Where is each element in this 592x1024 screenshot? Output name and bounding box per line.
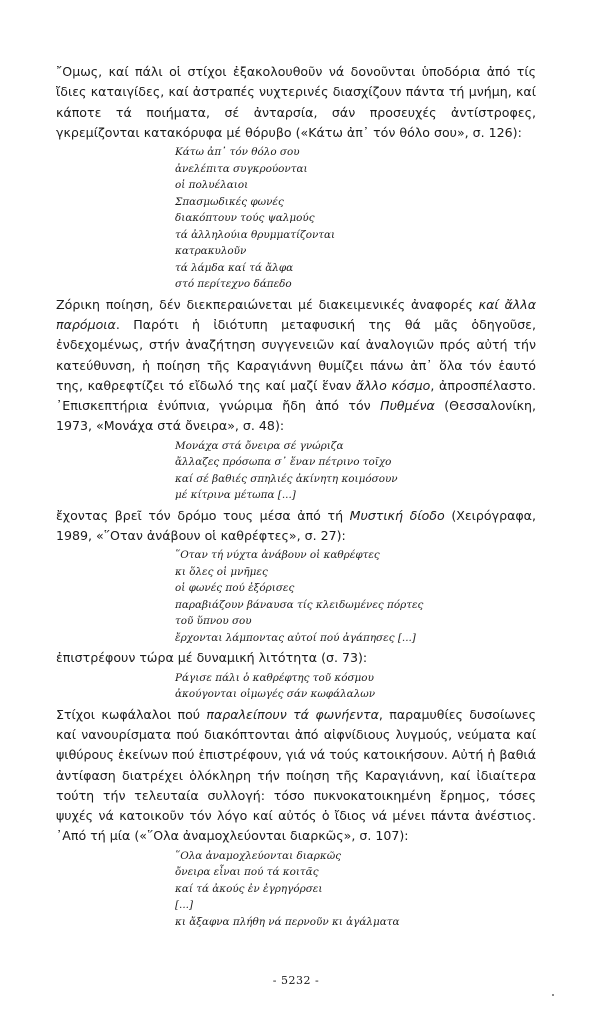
verse-line: Ράγισε πάλι ὁ καθρέφτης τοῦ κόσμου [175, 671, 374, 684]
verse-line: Κάτω ἀπ᾽ τόν θόλο σου [175, 146, 300, 159]
verse-line: ῞Οταν τή νύχτα ἀνάβουν οἱ καθρέφτες [175, 549, 380, 562]
poem-excerpt [175, 547, 536, 646]
verse-line: ἀκούγονται οἰμωγές σάν κωφάλαλων [175, 688, 376, 701]
verse-line: ὄνειρα εἶναι πού τά κοιτᾶς [175, 866, 319, 879]
verse-line: [...] [175, 899, 194, 912]
verse-line: τά λάμδα καί τά ἄλφα [175, 261, 294, 274]
page-body [56, 62, 536, 932]
scan-speck [552, 994, 554, 996]
verse-line: οἱ πολυέλαιοι [175, 179, 249, 192]
verse-line: μέ κίτρινα μέτωπα [...] [175, 489, 296, 502]
poem-excerpt [175, 144, 536, 293]
italic-phrase: παραλείπουν τά φωνήεντα [206, 706, 379, 722]
verse-line: ἔρχονται λάμποντας αὐτοί πού ἀγάπησες [...] [175, 631, 416, 644]
verse-line: οἱ φωνές πού ἐξόρισες [175, 582, 295, 595]
verse-line: Μονάχα στά ὄνειρα σέ γνώριζα [175, 439, 344, 452]
verse-line: Σπασμωδικές φωνές [175, 195, 284, 208]
verse-line: κι ὅλες οἱ μνῆμες [175, 565, 268, 578]
book-title: Μυστική δίοδο [349, 507, 445, 523]
verse-line: κατρακυλοῦν [175, 245, 247, 258]
poem-excerpt [175, 848, 536, 931]
verse-line: τά ἀλληλούια θρυμματίζονται [175, 228, 336, 241]
verse-line: κι ἄξαφνα πλήθη νά περνοῦν κι ἀγάλματα [175, 915, 400, 928]
verse-line: ἀνελέπιτα συγκρούονται [175, 162, 308, 175]
page-number: - 5232 - [272, 974, 320, 987]
book-title: Πυθμένα [380, 398, 435, 414]
verse-line: διακόπτουν τούς ψαλμούς [175, 212, 315, 225]
italic-phrase: ἄλλο κόσμο [355, 377, 431, 393]
paragraph: Στίχοι κωφάλαλοι πού παραλείπουν τά φωνήεντα, παραμυθίες δυσοίωνες καί νανουρίσματα πού διακόπτονται ἀπό αἰφνίδιους λυγμούς, νεύματα καί ψιθύρους ἐκείνων πού ἐπιστρέφουν, γιά νά τούς κατοικήσουν. Αὐτή ἡ βαθιά ἀντίφαση διατρέχει ὁλόκληρη τήν ποίηση τῆς Καραγιάννη, καί ἰδιαίτερα τούτη τήν τελευταία συλλογή: τόσο πυκνοκατοικημένη ἔρημος, τόσες ψυχές νά κατοικοῦν τόν λόγο καί αὐτός ὁ ἴδιος νά μένει πάντα ἀνέστιος. ᾽Από τή μία («῞Ολα ἀναμοχλεύονται διαρκῶς», σ. 107): [56, 706, 536, 844]
poem-excerpt [175, 670, 536, 703]
verse-line: στό περίτεχνο δάπεδο [175, 278, 292, 291]
paragraph: ἐπιστρέφουν τώρα μέ δυναμική λιτότητα (σ. 73): [56, 650, 368, 666]
verse-line: καί τά ἀκούς ἐν ἐγρηγόρσει [175, 882, 323, 895]
paragraph: ἔχοντας βρεῖ τόν δρόμο τους μέσα ἀπό τή Μυστική δίοδο (Χειρόγραφα, 1989, «῞Οταν ἀνάβουν οἱ καθρέφτες», σ. 27): [56, 507, 536, 544]
verse-line: ἄλλαζες πρόσωπα σ᾽ ἕναν πέτρινο τοῖχο [175, 456, 392, 469]
paragraph: Ζόρικη ποίηση, δέν διεκπεραιώνεται μέ διακειμενικές ἀναφορές καί ἄλλα παρόμοια. Παρότι ἡ ἰδιότυπη μεταφυσική της θά μᾶς ὁδηγοῦσε, ἐνδεχομένως, στήν ἀναζήτηση συγγενειῶν καί ἀναλογιῶν πρός αὐτή τήν κατεύθυνση, ἡ ποίηση τῆς Καραγιάννη θυμίζει πάνω ἀπ᾽ ὅλα τόν ἑαυτό της, καθρεφτίζει τό εἴδωλό της καί μαζί ἕναν ἄλλο κόσμο, ἀπροσπέλαστο. ᾽Επισκεπτήρια ἐνύπνια, γνώριμα ἤδη ἀπό τόν Πυθμένα (Θεσσαλονίκη, 1973, «Μονάχα στά ὄνειρα», σ. 48): [56, 296, 536, 434]
verse-line: τοῦ ὕπνου σου [175, 615, 252, 628]
verse-line: ῞Ολα ἀναμοχλεύονται διαρκῶς [175, 849, 342, 862]
verse-line: παραβιάζουν βάναυσα τίς κλειδωμένες πόρτες [175, 598, 424, 611]
verse-line: καί σέ βαθιές σπηλιές ἀκίνητη κοιμόσουν [175, 472, 398, 485]
poem-excerpt [175, 438, 536, 504]
italic-phrase: καί ἄλλα παρόμοια [56, 296, 536, 332]
paragraph: ῎Ομως, καί πάλι οἱ στίχοι ἐξακολουθοῦν νά δονοῦνται ὑποδόρια ἀπό τίς ἴδιες καταιγίδες, καί ἀστραπές νυχτερινές διασχίζουν πάντα τή μνήμη, καί κάποτε τά ποιήματα, σέ ἀνταρσία, σάν προσευχές ἀντίστροφες, γκρεμίζονται κατακόρυφα μέ θόρυβο («Κάτω ἀπ᾽ τόν θόλο σου», σ. 126): [56, 64, 536, 140]
